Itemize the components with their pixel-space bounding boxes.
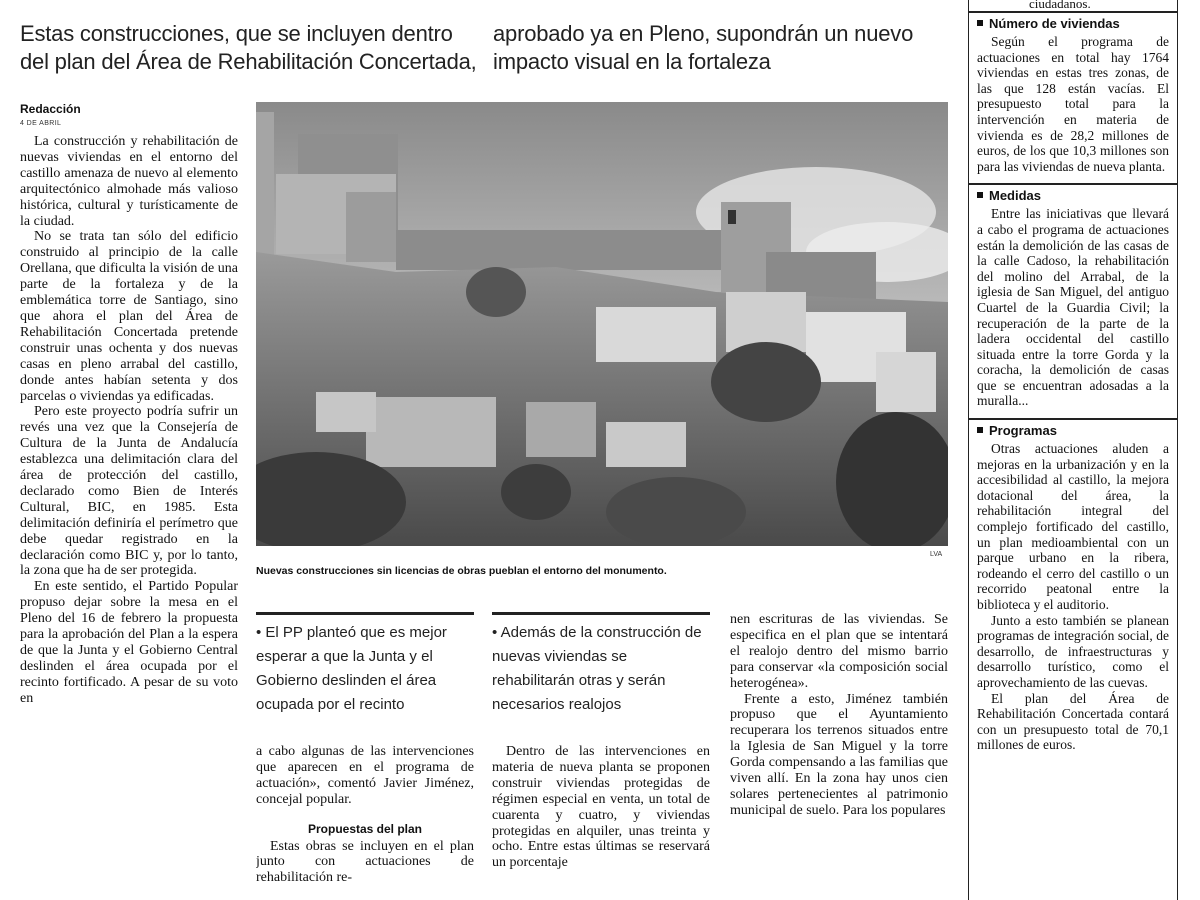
headline-left [20,20,480,76]
paragraph: Frente a esto, Jiménez también propuso que el Ayuntamiento recuperara los terrenos situados entre la Iglesia de San Miguel y la torre Gorda compensando a las familias que viven allí. En la zona hay unos cien solares pertenecientes al patrimonio municipal de suelo. Para los populares [730,691,948,818]
headline-right [493,20,953,76]
square-bullet-icon [977,20,983,26]
sidebar-heading-text: Programas [989,423,1057,439]
headline-line: impacto visual en la fortaleza [493,49,771,74]
headline-line: aprobado ya en Pleno, supondrán un nuevo [493,21,914,46]
paragraph: Estas obras se incluyen en el plan junto con actuaciones de rehabilitación re- [256,838,474,886]
sidebar-heading [969,11,1177,31]
paragraph: nen escrituras de las viviendas. Se especifica en el plan que se intentará el realojo dentro del mismo barrio para conservar «la composición social heterogénea». [730,612,948,691]
paragraph: No se trata tan sólo del edificio construido al principio de la calle Orellana, que dificulta la visión de una parte de la fortaleza y de la emblemática torre de Santiago, sino que ahora el plan del Área de Rehabilitación Concertada pretende construir unas ochenta y dos nuevas casas en pleno arrabal del castillo, donde antes habían setenta y dos parcelas o viviendas ya edificadas. [20,229,238,404]
square-bullet-icon [977,192,983,198]
paragraph: Junto a esto también se planean programas de integración social, de desarrollo, de infraestructuras y desarrollo turístico, como el aprovechamiento de las cuevas. [977,612,1169,690]
byline-author: Redacción [20,102,81,116]
article-column-2 [256,744,474,900]
sidebar-text [969,31,1177,180]
sidebar-sections [969,11,1177,759]
paragraph: El plan del Área de Rehabilitación Concertada contará con un presupuesto total de 70,1 millones de euros. [977,690,1169,753]
article-column-1 [20,134,238,900]
paragraph: Entre las iniciativas que llevará a cabo el programa de actuaciones están la demolición de las casas de la calle Cadoso, la rehabilitación del molino del Arrabal, de la iglesia de San Miguel, del antiguo Cuartel de la Guardia Civil; la recuperación de la parte de la ladera occidental del castillo situada entre la torre Gorda y la coracha, la demolición de casas que se encuentran adosadas a la muralla... [977,206,1169,409]
byline-date: 4 DE ABRIL [20,120,62,127]
photo-credit: LVA [930,551,943,558]
castle-photo [256,102,948,546]
paragraph: a cabo algunas de las intervenciones que aparecen en el programa de actuación», comentó Javier Jiménez, concejal popular. [256,744,474,807]
photo-caption: Nuevas construcciones sin licencias de obras pueblan el entorno del monumento. [256,565,667,577]
sidebar-heading [969,418,1177,438]
paragraph: Según el programa de actuaciones en total hay 1764 viviendas en estas tres zonas, de las que 128 están vacías. El presupuesto total para la intervención en materia de vivienda es de 28,2 millones de euros, de los que 10,3 millones son para las viviendas de nueva planta. [977,34,1169,174]
headline-line: Estas construcciones, que se incluyen dentro [20,21,453,46]
pull-quote-2: • Además de la construcción de nuevas viviendas se rehabilitarán otras y serán necesarios realojos [492,612,710,717]
castle-photo-illustration [256,102,948,546]
square-bullet-icon [977,427,983,433]
sidebar-text [969,203,1177,415]
sidebar-heading-text: Medidas [989,188,1042,204]
sidebar-heading-text: Número de viviendas [989,16,1120,31]
sidebar-top-fragment: ciudadanos. [1029,0,1091,8]
sidebar-box [968,0,1178,900]
article-column-4 [730,612,948,900]
headline-line: del plan del Área de Rehabilitación Concertada, [20,49,477,74]
sidebar-heading [969,183,1177,203]
paragraph: Dentro de las intervenciones en materia de nueva planta se proponen construir viviendas protegidas de régimen especial en venta, un total de cuarenta y cuatro, y viviendas protegidas en alquiler, unas treinta y ocho. Entre estas últimas se reservará un porcentaje [492,744,710,871]
article-column-3 [492,744,710,900]
paragraph: Otras actuaciones aluden a mejoras en la urbanización y en la accesibilidad al castillo, la mejora dotacional del área, la rehabilitación integral del complejo fortificado del castillo, un plan medioambiental con un parque urbano en la ribera, rodeando el cerro del castillo o un recorrido peatonal entre la biblioteca y el auditorio. [977,441,1169,612]
sidebar-text [969,438,1177,759]
paragraph: La construcción y rehabilitación de nuevas viviendas en el entorno del castillo amenaza de nuevo al elemento arquitectónico almohade más valioso histórica, cultural y turísticamente de la ciudad. [20,134,238,229]
paragraph: En este sentido, el Partido Popular propuso dejar sobre la mesa en el Pleno del 16 de febrero la propuesta para la aprobación del Plan a la espera de que la Junta y el Gobierno Central deslinden el área ocupada por el recinto fortificado. A pesar de su voto en [20,579,238,706]
pull-quote-1: • El PP planteó que es mejor esperar a que la Junta y el Gobierno deslinden el área ocupada por el recinto [256,612,474,717]
paragraph: Pero este proyecto podría sufrir un revés una vez que la Consejería de Cultura de la Junta de Andalucía establezca una delimitación clara del área de protección del castillo, declarado como Bien de Interés Cultural, BIC, en 1985. Esta delimitación definiría el perímetro que debe quedar registrado en la declaración como BIC y, por lo tanto, la zona que ha de ser protegida. [20,404,238,579]
subheading: Propuestas del plan [307,821,423,836]
